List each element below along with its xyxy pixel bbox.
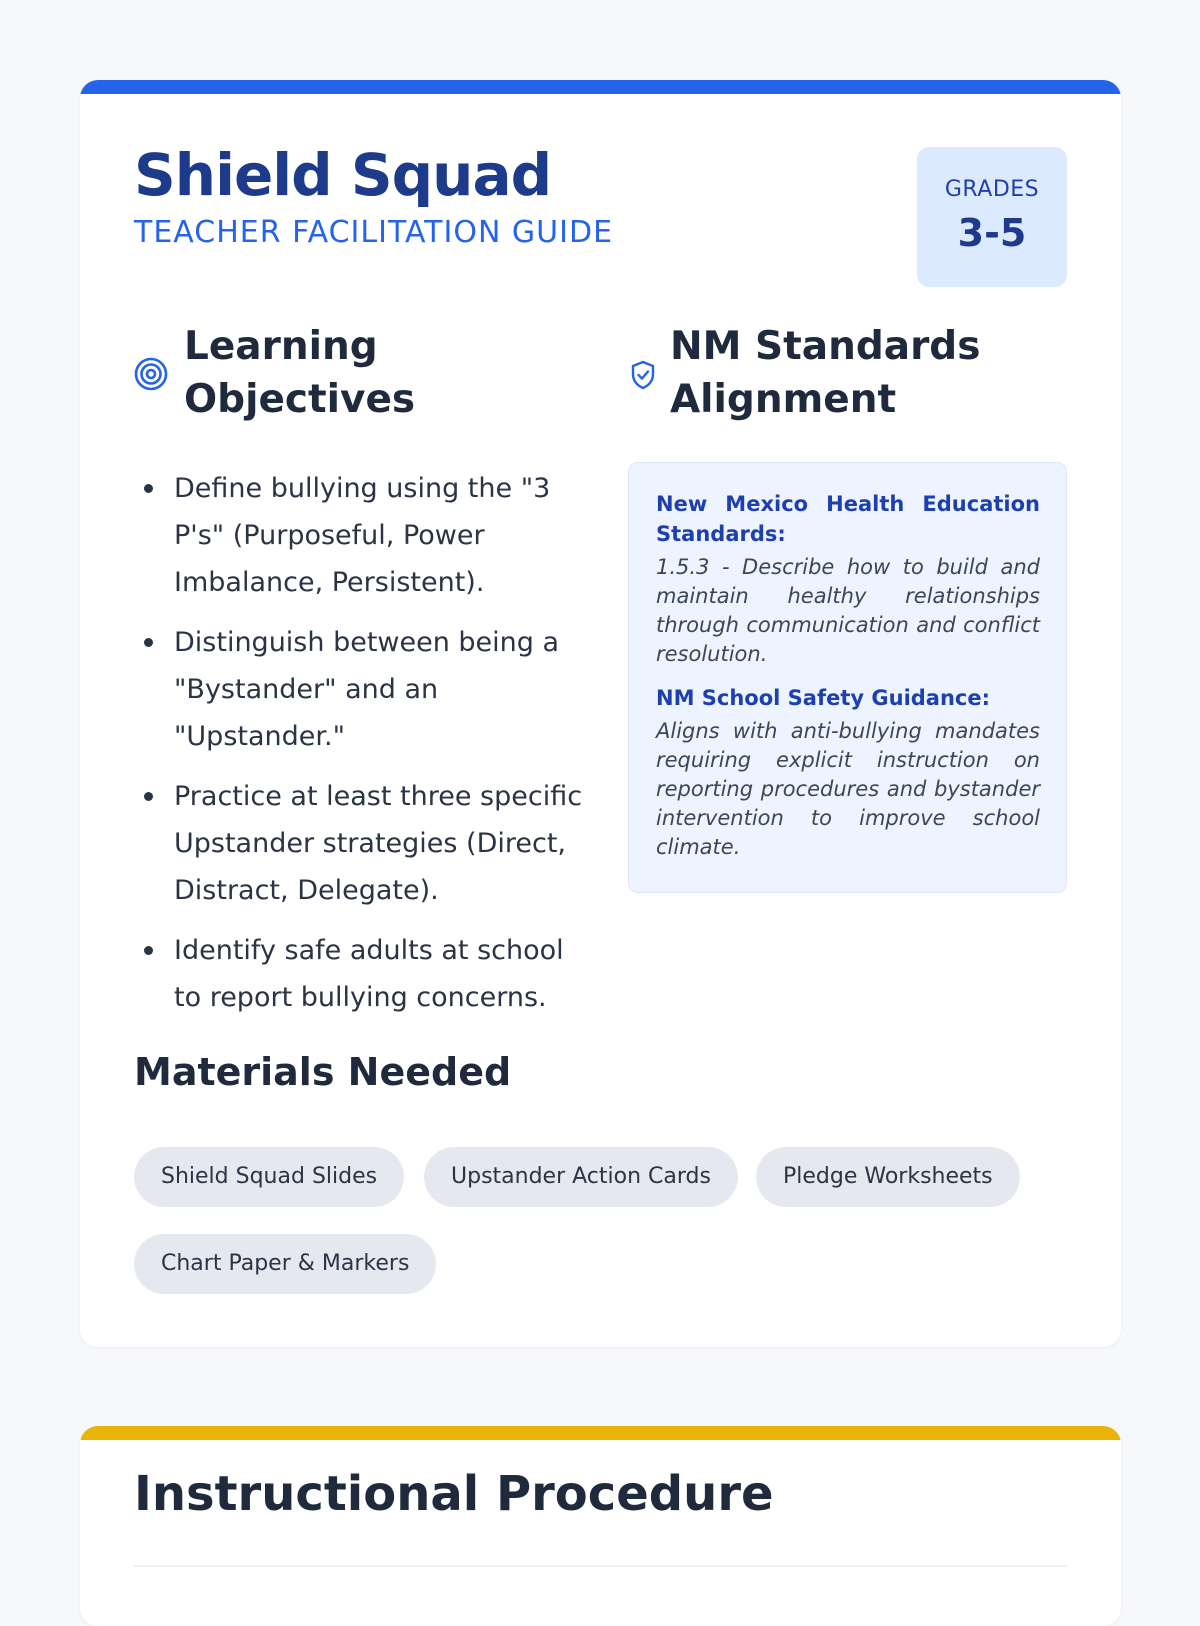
bullet-dot	[144, 638, 153, 647]
list-item	[134, 465, 584, 606]
objective-text: "Bystander" and an	[174, 674, 439, 705]
standards-box	[628, 462, 1067, 893]
procedure-heading: Instructional Procedure	[134, 1466, 774, 1522]
objective-text: "Upstander."	[174, 721, 346, 752]
card-top-accent-bar	[80, 1426, 1121, 1440]
bullet-dot	[144, 946, 153, 955]
page-subtitle: TEACHER FACILITATION GUIDE	[134, 215, 614, 250]
objective-text: Upstander strategies (Direct,	[174, 828, 567, 859]
target-icon	[134, 357, 168, 395]
procedure-card	[80, 1426, 1121, 1626]
bullet-dot	[144, 484, 153, 493]
objectives-heading-line1: Learning	[184, 324, 378, 369]
page-title: Shield Squad	[134, 141, 552, 209]
grade-value: 3-5	[957, 211, 1027, 255]
objective-text: Distinguish between being a	[174, 627, 560, 658]
list-item	[134, 927, 584, 1021]
objective-text: Practice at least three specific	[174, 781, 583, 812]
materials-heading: Materials Needed	[134, 1050, 512, 1094]
objectives-list	[134, 465, 584, 1034]
standard-description: 1.5.3 - Describe how to build and maintain healthy relationships through communication and conflict resolution.	[656, 555, 1040, 666]
objectives-heading-line2: Objectives	[184, 377, 416, 422]
list-item	[134, 619, 584, 760]
objective-text: to report bullying concerns.	[174, 982, 547, 1013]
objective-text: Distract, Delegate).	[174, 875, 439, 906]
shield-check-icon	[630, 360, 656, 394]
objective-text: Define bullying using the "3	[174, 473, 551, 504]
guide-overview-card	[80, 80, 1121, 1347]
material-chip: Chart Paper & Markers	[134, 1234, 436, 1294]
section-divider	[134, 1565, 1067, 1567]
material-chip: Pledge Worksheets	[756, 1147, 1020, 1207]
standard-title: New Mexico Health Education Standards:	[656, 492, 1040, 546]
material-chip: Shield Squad Slides	[134, 1147, 404, 1207]
grade-label: GRADES	[944, 177, 1040, 202]
material-chip: Upstander Action Cards	[424, 1147, 738, 1207]
standards-heading-line1: NM Standards	[670, 324, 981, 369]
bullet-dot	[144, 792, 153, 801]
list-item	[134, 773, 584, 914]
standard-description: Aligns with anti-bullying mandates requiring explicit instruction on reporting procedures and bystander intervention to improve school climate.	[656, 719, 1040, 859]
grade-badge	[917, 147, 1067, 287]
objectives-heading	[184, 320, 415, 426]
card-top-accent-bar	[80, 80, 1121, 94]
objective-text: Identify safe adults at school	[174, 935, 564, 966]
objective-text: Imbalance, Persistent).	[174, 567, 485, 598]
objective-text: P's" (Purposeful, Power	[174, 520, 485, 551]
standards-heading	[670, 320, 980, 426]
standard-title: NM School Safety Guidance:	[656, 686, 991, 710]
standards-heading-line2: Alignment	[670, 377, 897, 422]
